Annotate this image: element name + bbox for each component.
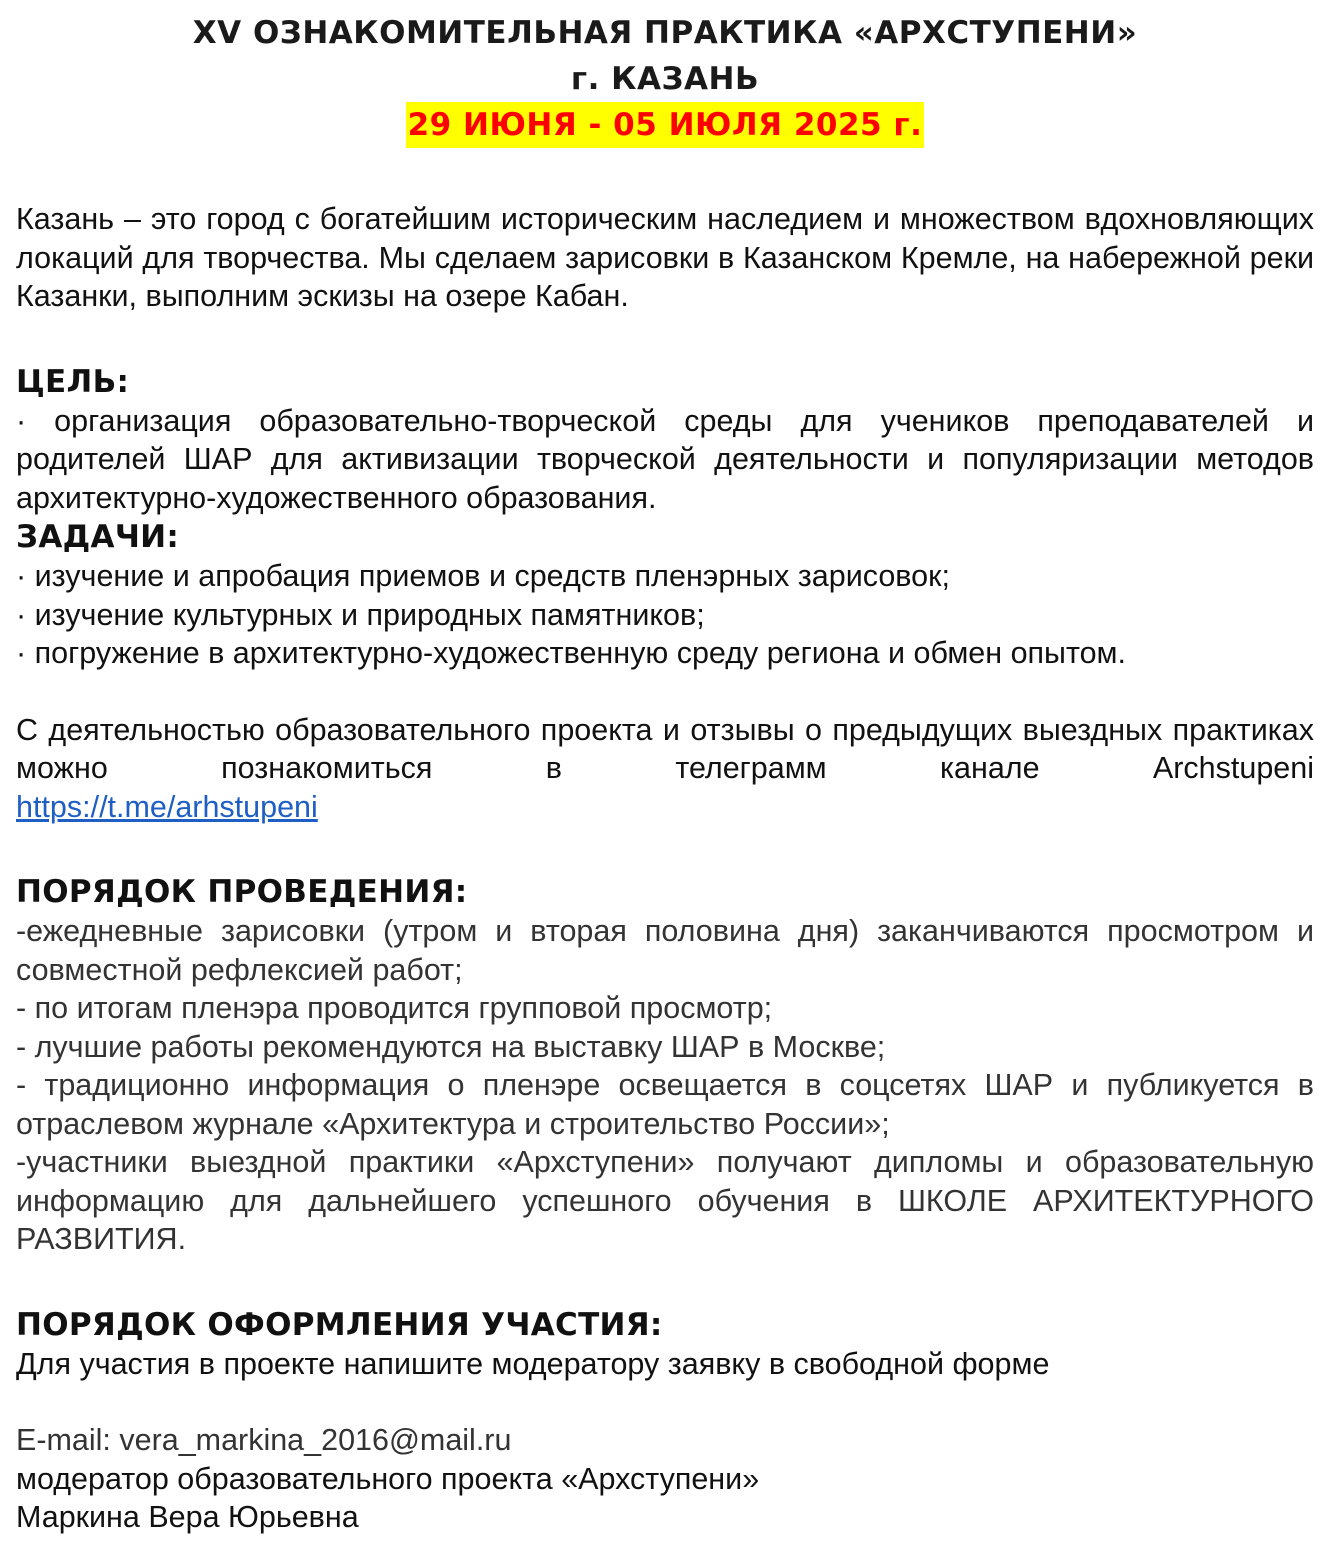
procedure-item-3: - лучшие работы рекомендуются на выставку ШАР в Москве; — [16, 1029, 886, 1064]
telegram-paragraph: С деятельностью образовательного проекта и отзывы о предыдущих выездных практиках можно познакомиться в телеграмм канале Archstupeni — [16, 712, 1314, 785]
intro-paragraph: Казань – это город с богатейшим историческим наследием и множеством вдохновляющих локаций для творчества. Мы сделаем зарисовки в Казанском Кремле, на набережной реки Казанки, выполним эскизы на озере Кабан. — [16, 202, 1314, 313]
task-item-3: · погружение в архитектурно-художественную среду региона и обмен опытом. — [16, 636, 1127, 670]
goal-text: · организация образовательно-творческой среды для учеников преподавателей и родителей ШАР для активизации творческой деятельности и популяризации методов архитектурно-художественного образования. — [16, 403, 1314, 515]
procedure-item-5: -участники выездной практики «Архступени» получают дипломы и образовательную информацию для дальнейшего успешного обучения в ШКОЛЕ АРХИТЕКТУРНОГО РАЗВИТИЯ. — [16, 1145, 1314, 1256]
tasks-heading: ЗАДАЧИ: — [16, 519, 180, 555]
document-city: г. КАЗАНЬ — [570, 61, 760, 97]
task-item-2: · изучение культурных и природных памятников; — [16, 597, 705, 632]
contact-name: Маркина Вера Юрьевна — [16, 1500, 359, 1534]
procedure-item-4: - традиционно информация о пленэре освещается в соцсетях ШАР и публикуется в отраслевом журнале «Архитектура и строительство России»; — [16, 1068, 1314, 1141]
event-dates: 29 ИЮНЯ - 05 ИЮЛЯ 2025 г. — [406, 102, 925, 148]
registration-heading: ПОРЯДОК ОФОРМЛЕНИЯ УЧАСТИЯ: — [16, 1306, 663, 1343]
procedure-heading: ПОРЯДОК ПРОВЕДЕНИЯ: — [16, 874, 468, 910]
document-title: XV ОЗНАКОМИТЕЛЬНАЯ ПРАКТИКА «АРХСТУПЕНИ» — [192, 15, 1138, 51]
procedure-item-1: -ежедневные зарисовки (утром и вторая половина дня) заканчиваются просмотром и совместной рефлексией работ; — [16, 914, 1314, 987]
document — [16, 10, 1314, 1537]
registration-text: Для участия в проекте напишите модератору заявку в свободной форме — [16, 1346, 1050, 1381]
contact-role: модератор образовательного проекта «Архступени» — [16, 1461, 760, 1496]
contact-email: E-mail: vera_markina_2016@mail.ru — [16, 1423, 512, 1457]
procedure-item-2: - по итогам пленэра проводится групповой просмотр; — [16, 991, 773, 1025]
goal-heading: ЦЕЛЬ: — [16, 363, 130, 400]
telegram-link[interactable]: https://t.me/arhstupeni — [16, 789, 318, 824]
task-item-1: · изучение и апробация приемов и средств пленэрных зарисовок; — [16, 559, 950, 593]
document-header — [16, 10, 1314, 148]
